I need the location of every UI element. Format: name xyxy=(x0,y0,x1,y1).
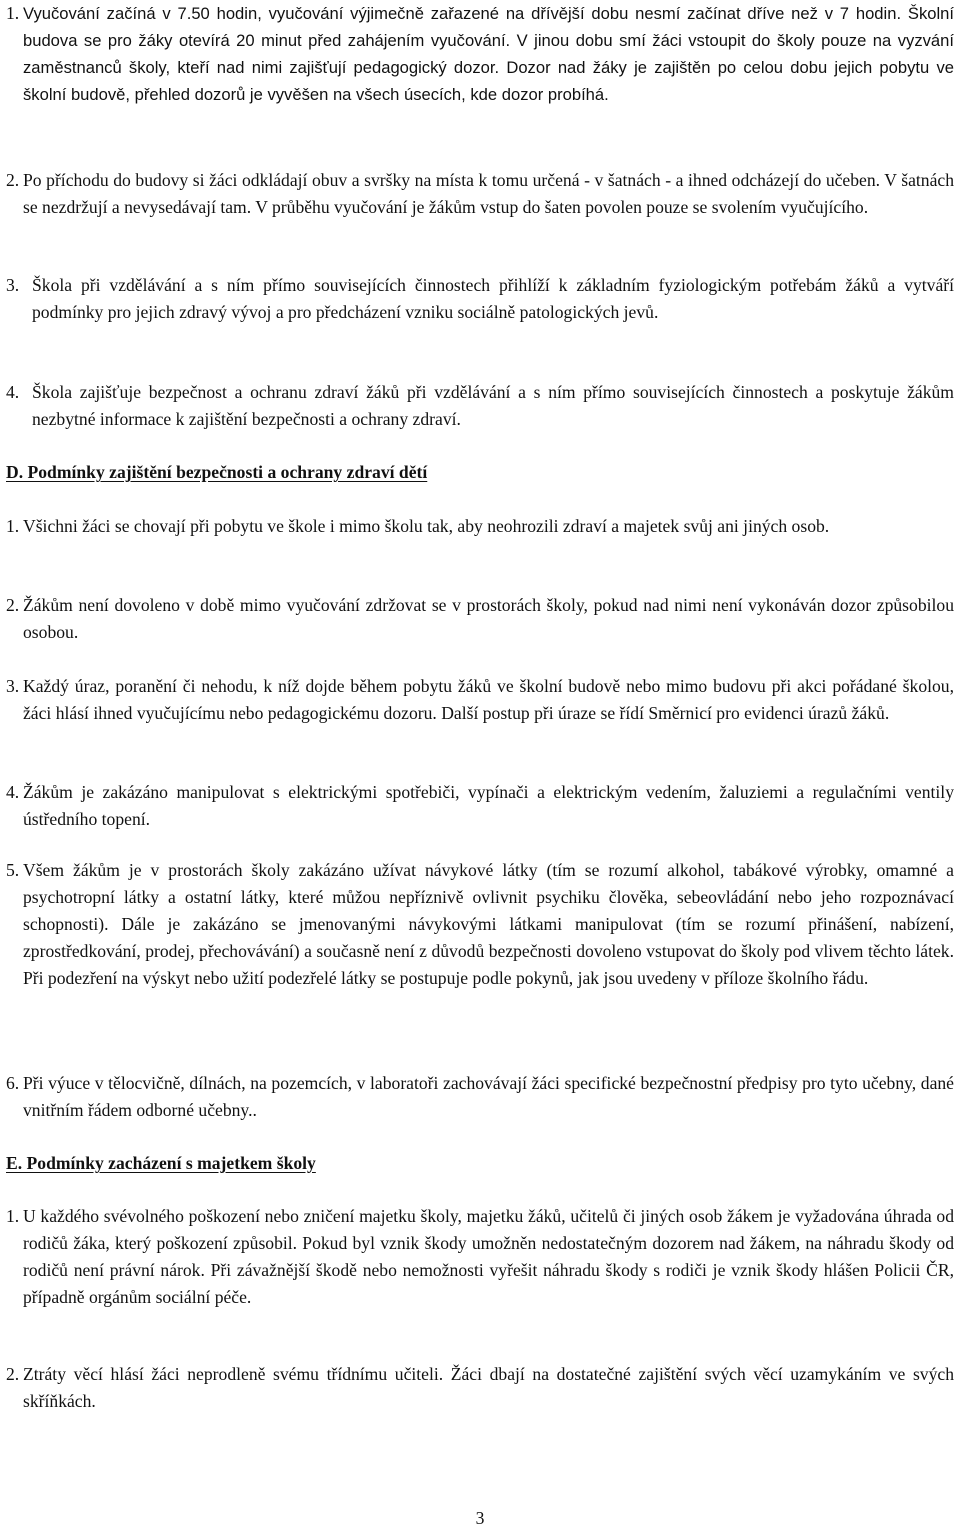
item-text: Žákům je zakázáno manipulovat s elektrickými spotřebiči, vypínači a elektrickým vedením, žaluziemi a regulačními ventily ústředního topení. xyxy=(23,782,954,829)
item-text: Všem žákům je v prostorách školy zakázáno užívat návykové látky (tím se rozumí alkohol, tabákové výrobky, omamné a psychotropní látky a ostatní látky, které můžou nepříznivě ovlivnit psychiku člověka, sebeovládání nebo jeho rozpoznávací schopnosti). Dále je zakázáno se jmenovanými návykovými látkami manipulovat (tím se rozumí přinášení, nabízení, zprostředkování, prodej, přechovávání) a současně není z důvodů bezpečnosti dovoleno vstupovat do školy pod vlivem těchto látek. Při podezření na výskyt nebo užití podezřelé látky se postupuje podle pokynů, jak jsou uvedeny v příloze školního řádu. xyxy=(23,860,954,988)
rule-d-4 xyxy=(6,779,954,833)
rule-d-6 xyxy=(6,1070,954,1124)
item-number: 3. xyxy=(6,275,20,295)
item-number: 4. xyxy=(6,782,20,802)
item-number: 2. xyxy=(6,1364,20,1384)
item-text: Každý úraz, poranění či nehodu, k níž dojde během pobytu žáků ve školní budově nebo mimo budovu při akci pořádané školou, žáci hlásí ihned vyučujícímu nebo pedagogickému dozoru. Další postup při úraze se řídí Směrnicí pro evidenci úrazů žáků. xyxy=(23,676,954,723)
rule-c-3 xyxy=(6,272,954,326)
rule-d-2 xyxy=(6,592,954,646)
rule-d-3 xyxy=(6,673,954,727)
item-text: Škola při vzdělávání a s ním přímo souvisejících činnostech přihlíží k základním fyziologickým potřebám žáků a vytváří podmínky pro jejich zdravý vývoj a pro předcházení vzniku sociálně patologických jevů. xyxy=(32,275,954,322)
rule-e-2 xyxy=(6,1361,954,1415)
rule-c-1 xyxy=(6,0,954,108)
item-text: Ztráty věcí hlásí žáci neprodleně svému třídnímu učiteli. Žáci dbají na dostatečné zajištění svých věcí uzamykáním ve svých skříňkách. xyxy=(23,1364,954,1411)
item-number: 1. xyxy=(6,1206,20,1226)
rule-d-5 xyxy=(6,857,954,992)
item-text: Škola zajišťuje bezpečnost a ochranu zdraví žáků při vzdělávání a s ním přímo souvisejících činnostech a poskytuje žákům nezbytné informace k zajištění bezpečnosti a ochrany zdraví. xyxy=(32,382,954,429)
item-number: 4. xyxy=(6,382,20,402)
item-number: 2. xyxy=(6,170,20,190)
rule-d-1 xyxy=(6,513,954,540)
rule-c-4 xyxy=(6,379,954,433)
rule-e-1 xyxy=(6,1203,954,1311)
item-text: Žákům není dovoleno v době mimo vyučování zdržovat se v prostorách školy, pokud nad nimi není vykonáván dozor způsobilou osobou. xyxy=(23,595,954,642)
item-number: 1. xyxy=(6,3,20,23)
section-e-heading: E. Podmínky zacházení s majetkem školy xyxy=(6,1153,316,1173)
page-number: 3 xyxy=(475,1508,485,1528)
item-number: 1. xyxy=(6,516,20,536)
rule-c-2 xyxy=(6,167,954,221)
item-text: Po příchodu do budovy si žáci odkládají obuv a svršky na místa k tomu určená - v šatnách - a ihned odcházejí do učeben. V šatnách se nezdržují a nevysedávají tam. V průběhu vyučování je žákům vstup do šaten povolen pouze se svolením vyučujícího. xyxy=(23,170,954,217)
item-text: U každého svévolného poškození nebo zničení majetku školy, majetku žáků, učitelů či jiných osob žákem je vyžadována úhrada od rodičů žáka, který poškození způsobil. Pokud byl vznik škody umožněn nedostatečným dozorem nad žákem, na náhradu škody od rodičů není právní nárok. Při závažnější škodě nebo nemožnosti vyřešit náhradu škody s rodiči je vznik škody hlášen Policii ČR, případně orgánům sociální péče. xyxy=(23,1206,954,1307)
item-text: Vyučování začíná v 7.50 hodin, vyučování výjimečně zařazené na dřívější dobu nesmí začínat dříve než v 7 hodin. Školní budova se pro žáky otevírá 20 minut před zahájením vyučování. V jinou dobu smí žáci vstoupit do školy pouze na vyzvání zaměstnanců školy, kteří nad nimi zajišťují pedagogický dozor. Dozor nad žáky je zajištěn po celou dobu jejich pobytu ve školní budově, přehled dozorů je vyvěšen na všech úsecích, kde dozor probíhá. xyxy=(23,4,954,104)
item-number: 6. xyxy=(6,1073,20,1093)
item-number: 2. xyxy=(6,595,20,615)
item-number: 5. xyxy=(6,860,20,880)
item-text: Všichni žáci se chovají při pobytu ve škole i mimo školu tak, aby neohrozili zdraví a majetek svůj ani jiných osob. xyxy=(23,516,830,536)
item-number: 3. xyxy=(6,676,20,696)
item-text: Při výuce v tělocvičně, dílnách, na pozemcích, v laboratoři zachovávají žáci specifické bezpečnostní předpisy pro tyto učebny, dané vnitřním řádem odborné učebny.. xyxy=(23,1073,954,1120)
section-d-heading: D. Podmínky zajištění bezpečnosti a ochrany zdraví dětí xyxy=(6,462,428,482)
